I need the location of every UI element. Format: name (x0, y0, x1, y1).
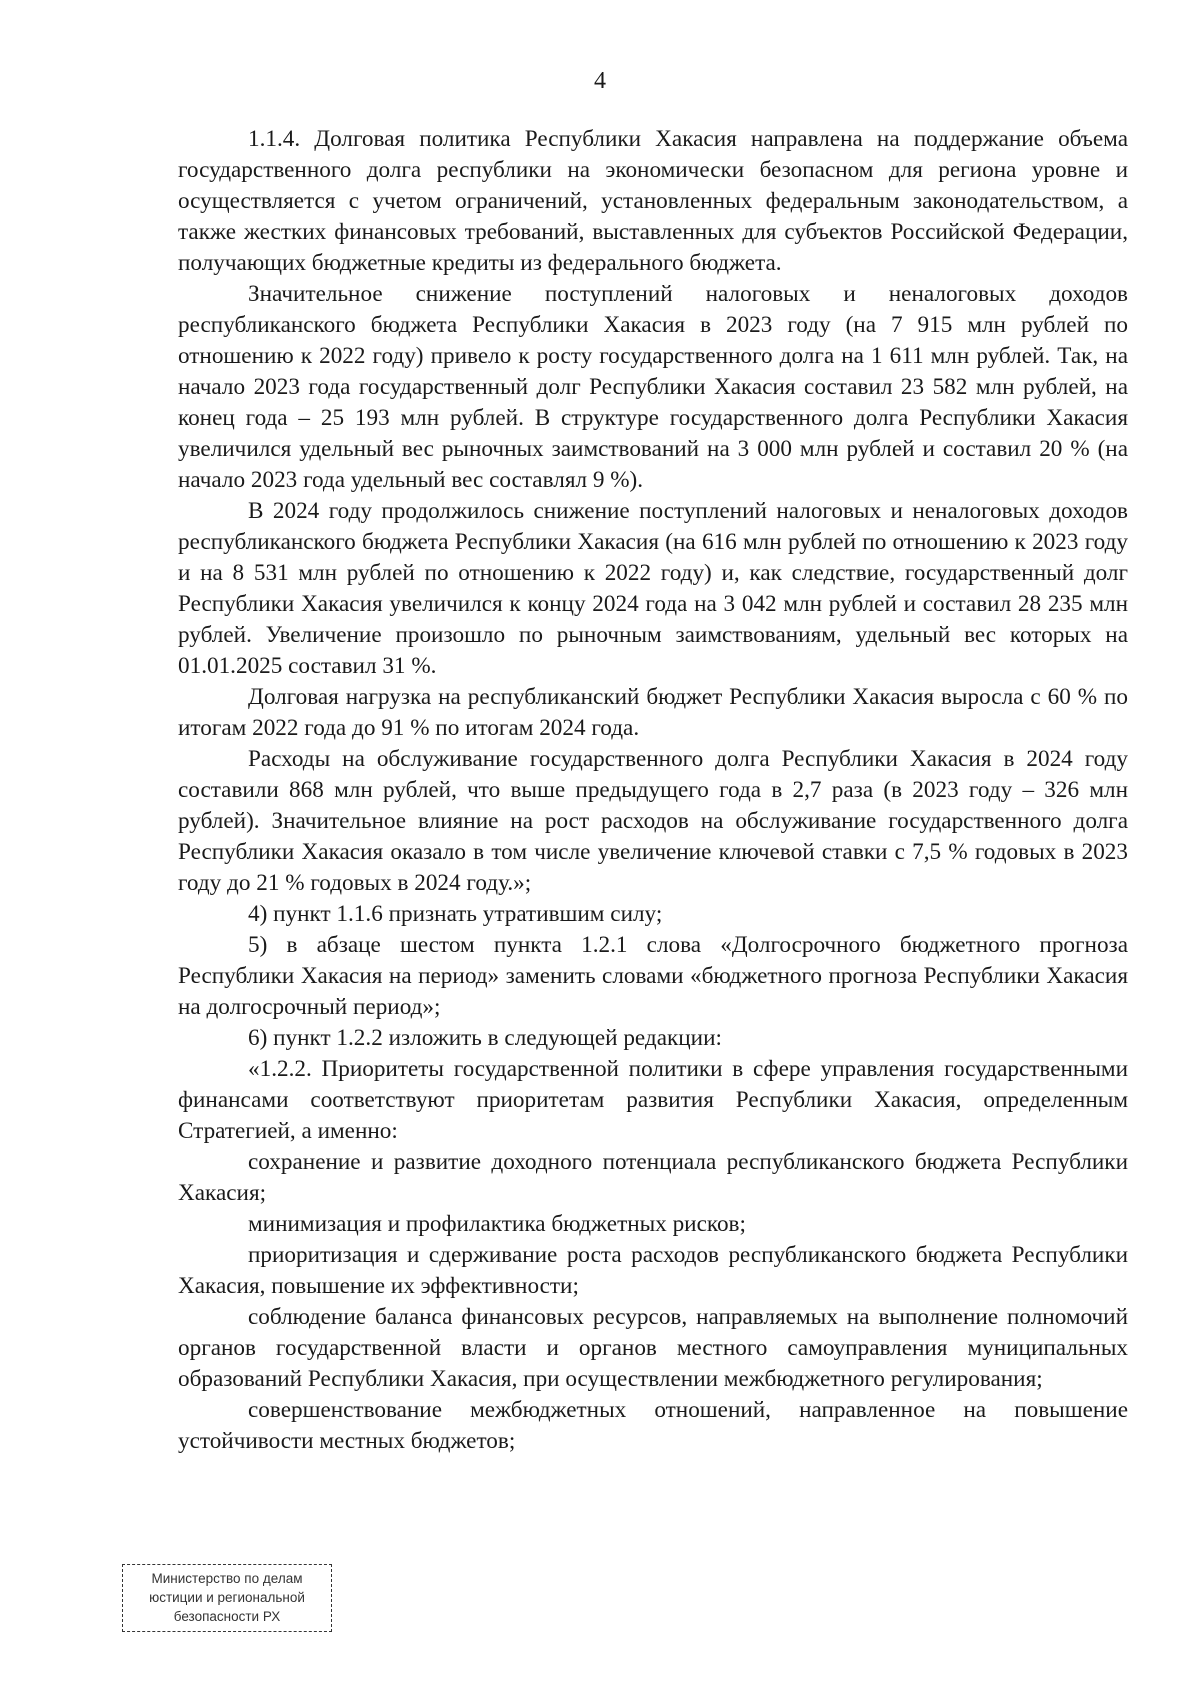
stamp-line: Министерство по делам (151, 1571, 303, 1586)
paragraph-debt-load: Долговая нагрузка на республиканский бюджет Республики Хакасия выросла с 60 % по итогам 2022 года до 91 % по итогам 2024 года. (178, 684, 1128, 741)
document-body (178, 124, 1128, 1457)
ministry-stamp (122, 1564, 332, 1632)
stamp-line: безопасности РХ (173, 1609, 281, 1624)
priority-item: совершенствование межбюджетных отношений, направленное на повышение устойчивости местных бюджетов; (178, 1397, 1128, 1454)
paragraph-1-1-4: 1.1.4. Долговая политика Республики Хакасия направлена на поддержание объема государственного долга республики на экономически безопасном для региона уровне и осуществляется с учетом ограничений, установленных федеральным законодательством, а также жестких финансовых требований, выставленных для субъектов Российской Федерации, получающих бюджетные кредиты из федерального бюджета. (178, 126, 1128, 276)
paragraph-item-5: 5) в абзаце шестом пункта 1.2.1 слова «Долгосрочного бюджетного прогноза Республики Хакасия на период» заменить словами «бюджетного прогноза Республики Хакасия на долгосрочный период»; (178, 932, 1128, 1020)
priority-item: сохранение и развитие доходного потенциала республиканского бюджета Республики Хакасия; (178, 1149, 1128, 1206)
paragraph-1-2-2: «1.2.2. Приоритеты государственной политики в сфере управления государственными финансами соответствуют приоритетам развития Республики Хакасия, определенным Стратегией, а именно: (178, 1056, 1128, 1144)
stamp-line: юстиции и региональной (149, 1590, 305, 1605)
priority-item: соблюдение баланса финансовых ресурсов, направляемых на выполнение полномочий органов государственной власти и органов местного самоуправления муниципальных образований Республики Хакасия, при осуществлении межбюджетного регулирования; (178, 1304, 1128, 1392)
paragraph-2023-revenue: Значительное снижение поступлений налоговых и неналоговых доходов республиканского бюджета Республики Хакасия в 2023 году (на 7 915 млн рублей по отношению к 2022 году) привело к росту государственного долга на 1 611 млн рублей. Так, на начало 2023 года государственный долг Республики Хакасия составил 23 582 млн рублей, на конец года – 25 193 млн рублей. В структуре государственного долга Республики Хакасия увеличился удельный вес рыночных заимствований на 3 000 млн рублей и составил 20 % (на начало 2023 года удельный вес составлял 9 %). (178, 281, 1128, 493)
page-number: 4 (594, 68, 606, 94)
paragraph-debt-service: Расходы на обслуживание государственного долга Республики Хакасия в 2024 году составили 868 млн рублей, что выше предыдущего года в 2,7 раза (в 2023 году – 326 млн рублей). Значительное влияние на рост расходов на обслуживание государственного долга Республики Хакасия оказало в том числе увеличение ключевой ставки с 7,5 % годовых в 2023 году до 21 % годовых в 2024 году.»; (178, 746, 1128, 896)
paragraph-item-6: 6) пункт 1.2.2 изложить в следующей редакции: (248, 1025, 722, 1051)
priority-item: приоритизация и сдерживание роста расходов республиканского бюджета Республики Хакасия, повышение их эффективности; (178, 1242, 1128, 1299)
paragraph-2024-revenue: В 2024 году продолжилось снижение поступлений налоговых и неналоговых доходов республиканского бюджета Республики Хакасия (на 616 млн рублей по отношению к 2023 году и на 8 531 млн рублей по отношению к 2022 году) и, как следствие, государственный долг Республики Хакасия увеличился к концу 2024 года на 3 042 млн рублей и составил 28 235 млн рублей. Увеличение произошло по рыночным заимствованиям, удельный вес которых на 01.01.2025 составил 31 %. (178, 498, 1128, 679)
priority-item: минимизация и профилактика бюджетных рисков; (248, 1211, 746, 1237)
paragraph-item-4: 4) пункт 1.1.6 признать утратившим силу; (248, 901, 663, 927)
